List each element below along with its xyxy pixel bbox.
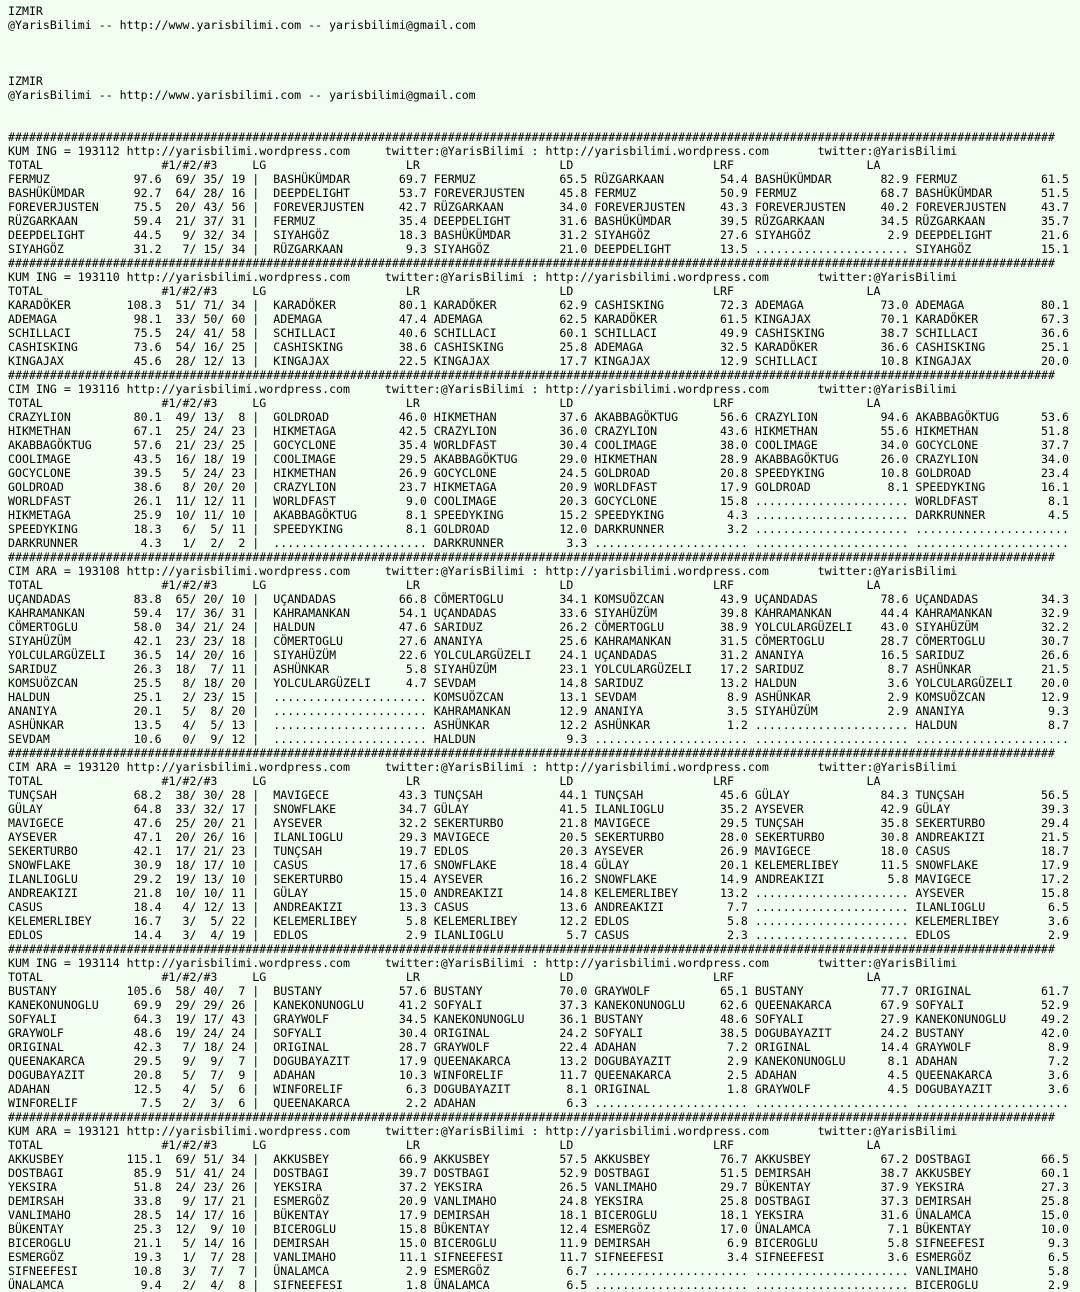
blank-line	[8, 46, 1080, 60]
table-row: CASUS 18.4 4/ 12/ 13 | ANDREAKIZI 13.3 CASUS 13.6 ANDREAKIZI 7.7 ...................... ILANLIOGLU 6.5	[8, 900, 1069, 914]
table-row: DEEPDELIGHT 44.5 9/ 32/ 34 | SIYAHGÖZ 18.3 BASHÜKÜMDAR 31.2 SIYAHGÖZ 27.6 SIYAHGÖZ 2.9 DEEPDELIGHT 21.6	[8, 228, 1069, 242]
column-header-row: TOTAL #1/#2/#3 LG LR LD LRF LA	[8, 284, 881, 298]
race-header: CIM ARA = 193120 http://yarisbilimi.wordpress.com twitter:@YarisBilimi : http://yarisbilimi.wordpress.com twitter:@YarisBilimi	[8, 760, 958, 774]
column-header-row: TOTAL #1/#2/#3 LG LR LD LRF LA	[8, 970, 881, 984]
table-row: ÜNALAMCA 9.4 2/ 4/ 8 | SIFNEEFESI 1.8 ÜNALAMCA 6.5 ...................... ...................... BICEROGLU 2.9	[8, 1278, 1069, 1292]
table-row: SIYAHÜZÜM 42.1 23/ 23/ 18 | CÖMERTOGLU 27.6 ANANIYA 25.6 KAHRAMANKAN 31.5 CÖMERTOGLU 28.7 CÖMERTOGLU 30.7	[8, 634, 1069, 648]
table-row: COOLIMAGE 43.5 16/ 18/ 19 | COOLIMAGE 29.5 AKABBAGÖKTUG 29.0 HIKMETHAN 28.9 AKABBAGÖKTUG 26.0 CRAZYLION 34.0	[8, 452, 1069, 466]
table-row: YOLCULARGÜZELI 36.5 14/ 20/ 16 | SIYAHÜZÜM 22.6 YOLCULARGÜZELI 24.1 UÇANDADAS 31.2 ANANIYA 16.5 SARIDUZ 26.6	[8, 648, 1069, 662]
table-row: ANDREAKIZI 21.8 10/ 10/ 11 | GÜLAY 15.0 ANDREAKIZI 14.8 KELEMERLIBEY 13.2 ...................... AYSEVER 15.8	[8, 886, 1069, 900]
table-row: GRAYWOLF 48.6 19/ 24/ 24 | SOFYALI 30.4 ORIGINAL 24.2 SOFYALI 38.5 DOGUBAYAZIT 24.2 BUSTANY 42.0	[8, 1026, 1069, 1040]
table-row: BICEROGLU 21.1 5/ 14/ 16 | DEMIRSAH 15.0 BICEROGLU 11.9 DEMIRSAH 6.9 BICEROGLU 5.8 SIFNEEFESI 9.3	[8, 1236, 1069, 1250]
section-divider: ######################################################################################################################################################	[8, 942, 1056, 956]
table-row: ADEMAGA 98.1 33/ 50/ 60 | ADEMAGA 47.4 ADEMAGA 62.5 KARADÖKER 61.5 KINGAJAX 70.1 KARADÖKER 67.3	[8, 312, 1069, 326]
table-row: DOSTBAGI 85.9 51/ 41/ 24 | DOSTBAGI 39.7 DOSTBAGI 52.9 DOSTBAGI 51.5 DEMIRSAH 38.7 AKKUSBEY 60.1	[8, 1166, 1069, 1180]
race-header: KUM ING = 193114 http://yarisbilimi.wordpress.com twitter:@YarisBilimi : http://yarisbilimi.wordpress.com twitter:@YarisBilimi	[8, 956, 958, 970]
table-row: SCHILLACI 75.5 24/ 41/ 58 | SCHILLACI 40.6 SCHILLACI 60.1 SCHILLACI 49.9 CASHISKING 38.7 SCHILLACI 36.6	[8, 326, 1069, 340]
table-row: WORLDFAST 26.1 11/ 12/ 11 | WORLDFAST 9.0 COOLIMAGE 20.3 GOCYCLONE 15.8 ...................... WORLDFAST 8.1	[8, 494, 1069, 508]
table-row: ESMERGÖZ 19.3 1/ 7/ 28 | VANLIMAHO 11.1 SIFNEEFESI 11.7 SIFNEEFESI 3.4 SIFNEEFESI 3.6 ESMERGÖZ 6.5	[8, 1250, 1069, 1264]
table-row: ANANIYA 20.1 5/ 8/ 20 | ...................... KAHRAMANKAN 12.9 ANANIYA 3.5 SIYAHÜZÜM 2.9 ANANIYA 9.3	[8, 704, 1069, 718]
table-row: BÜKENTAY 25.3 12/ 9/ 10 | BICEROGLU 15.8 BÜKENTAY 12.4 ESMERGÖZ 17.0 ÜNALAMCA 7.1 BÜKENTAY 10.0	[8, 1222, 1069, 1236]
table-row: ORIGINAL 42.3 7/ 18/ 24 | ORIGINAL 28.7 GRAYWOLF 22.4 ADAHAN 7.2 ORIGINAL 14.4 GRAYWOLF 8.9	[8, 1040, 1069, 1054]
contact-line: @YarisBilimi -- http://www.yarisbilimi.com -- yarisbilimi@gmail.com	[8, 88, 476, 102]
table-row: KARADÖKER 108.3 51/ 71/ 34 | KARADÖKER 80.1 KARADÖKER 62.9 CASHISKING 72.3 ADEMAGA 73.0 ADEMAGA 80.1	[8, 298, 1069, 312]
blank-line	[8, 60, 1080, 74]
table-row: CASHISKING 73.6 54/ 16/ 25 | CASHISKING 38.6 CASHISKING 25.8 ADEMAGA 32.5 KARADÖKER 36.6 CASHISKING 25.1	[8, 340, 1069, 354]
race-header: KUM ARA = 193121 http://yarisbilimi.wordpress.com twitter:@YarisBilimi : http://yarisbilimi.wordpress.com twitter:@YarisBilimi	[8, 1124, 958, 1138]
section-divider: ######################################################################################################################################################	[8, 256, 1056, 270]
table-row: SARIDUZ 26.3 18/ 7/ 11 | ASHÜNKAR 5.8 SIYAHÜZÜM 23.1 YOLCULARGÜZELI 17.2 SARIDUZ 8.7 ASHÜNKAR 21.5	[8, 662, 1069, 676]
table-row: ADAHAN 12.5 4/ 5/ 6 | WINFORELIF 6.3 DOGUBAYAZIT 8.1 ORIGINAL 1.8 GRAYWOLF 4.5 DOGUBAYAZIT 3.6	[8, 1082, 1069, 1096]
table-row: KINGAJAX 45.6 28/ 12/ 13 | KINGAJAX 22.5 KINGAJAX 17.7 KINGAJAX 12.9 SCHILLACI 10.8 KINGAJAX 20.0	[8, 354, 1069, 368]
race-header: CIM ARA = 193108 http://yarisbilimi.wordpress.com twitter:@YarisBilimi : http://yarisbilimi.wordpress.com twitter:@YarisBilimi	[8, 564, 958, 578]
section-divider: ######################################################################################################################################################	[8, 1110, 1056, 1124]
table-row: SPEEDYKING 18.3 6/ 5/ 11 | SPEEDYKING 8.1 GOLDROAD 12.0 DARKRUNNER 3.2 ...................... ......................	[8, 522, 1069, 536]
table-row: YEKSIRA 51.8 24/ 23/ 26 | YEKSIRA 37.2 YEKSIRA 26.5 VANLIMAHO 29.7 BÜKENTAY 37.9 YEKSIRA 27.3	[8, 1180, 1069, 1194]
table-row: SEVDAM 10.6 0/ 9/ 12 | ...................... HALDUN 9.3 ...................... ...................... ......................	[8, 732, 1069, 746]
city-title: IZMIR	[8, 4, 43, 18]
table-row: GOLDROAD 38.6 8/ 20/ 20 | CRAZYLION 23.7 HIKMETAGA 20.9 WORLDFAST 17.9 GOLDROAD 8.1 SPEEDYKING 16.1	[8, 480, 1069, 494]
table-row: TUNÇSAH 68.2 38/ 30/ 28 | MAVIGECE 43.3 TUNÇSAH 44.1 TUNÇSAH 45.6 GÜLAY 84.3 TUNÇSAH 56.5	[8, 788, 1069, 802]
column-header-row: TOTAL #1/#2/#3 LG LR LD LRF LA	[8, 1138, 881, 1152]
blank-line	[8, 102, 1080, 116]
table-row: SIYAHGÖZ 31.2 7/ 15/ 34 | RÜZGARKAAN 9.3 SIYAHGÖZ 21.0 DEEPDELIGHT 13.5 ...................... SIYAHGÖZ 15.1	[8, 242, 1069, 256]
section-divider: ######################################################################################################################################################	[8, 368, 1056, 382]
column-header-row: TOTAL #1/#2/#3 LG LR LD LRF LA	[8, 578, 881, 592]
table-row: VANLIMAHO 28.5 14/ 17/ 16 | BÜKENTAY 17.9 DEMIRSAH 18.1 BICEROGLU 18.1 YEKSIRA 31.6 ÜNALAMCA 15.0	[8, 1208, 1069, 1222]
table-row: MAVIGECE 47.6 25/ 20/ 21 | AYSEVER 32.2 SEKERTURBO 21.8 MAVIGECE 29.5 TUNÇSAH 35.8 SEKERTURBO 29.4	[8, 816, 1069, 830]
blank-line	[8, 116, 1080, 130]
race-header: KUM ING = 193112 http://yarisbilimi.wordpress.com twitter:@YarisBilimi : http://yarisbilimi.wordpress.com twitter:@YarisBilimi	[8, 144, 958, 158]
table-row: KAHRAMANKAN 59.4 17/ 36/ 31 | KAHRAMANKAN 54.1 UÇANDADAS 33.6 SIYAHÜZÜM 39.8 KAHRAMANKAN 44.4 KAHRAMANKAN 32.9	[8, 606, 1069, 620]
column-header-row: TOTAL #1/#2/#3 LG LR LD LRF LA	[8, 774, 881, 788]
table-row: CÖMERTOGLU 58.0 34/ 21/ 24 | HALDUN 47.6 SARIDUZ 26.2 CÖMERTOGLU 38.9 YOLCULARGÜZELI 43.0 SIYAHÜZÜM 32.2	[8, 620, 1069, 634]
table-row: WINFORELIF 7.5 2/ 3/ 6 | QUEENAKARCA 2.2 ADAHAN 6.3 ...................... ...................... ......................	[8, 1096, 1069, 1110]
table-row: SEKERTURBO 42.1 17/ 21/ 23 | TUNÇSAH 19.7 EDLOS 20.3 AYSEVER 26.9 MAVIGECE 18.0 CASUS 18.7	[8, 844, 1069, 858]
table-row: QUEENAKARCA 29.5 9/ 9/ 7 | DOGUBAYAZIT 17.9 QUEENAKARCA 13.2 DOGUBAYAZIT 2.9 KANEKONUNOGLU 8.1 ADAHAN 7.2	[8, 1054, 1069, 1068]
table-row: BUSTANY 105.6 58/ 40/ 7 | BUSTANY 57.6 BUSTANY 70.0 GRAYWOLF 65.1 BUSTANY 77.7 ORIGINAL 61.7	[8, 984, 1069, 998]
table-row: AKABBAGÖKTUG 57.6 21/ 23/ 25 | GOCYCLONE 35.4 WORLDFAST 30.4 COOLIMAGE 38.0 COOLIMAGE 34.0 GOCYCLONE 37.7	[8, 438, 1069, 452]
table-row: CRAZYLION 80.1 49/ 13/ 8 | GOLDROAD 46.0 HIKMETHAN 37.6 AKABBAGÖKTUG 56.6 CRAZYLION 94.6 AKABBAGÖKTUG 53.6	[8, 410, 1069, 424]
table-row: DARKRUNNER 4.3 1/ 2/ 2 | ...................... DARKRUNNER 3.3 ...................... ...................... ......................	[8, 536, 1069, 550]
table-row: HIKMETAGA 25.9 10/ 11/ 10 | AKABBAGÖKTUG 8.1 SPEEDYKING 15.2 SPEEDYKING 4.3 ...................... DARKRUNNER 4.5	[8, 508, 1069, 522]
race-header: CIM ING = 193116 http://yarisbilimi.wordpress.com twitter:@YarisBilimi : http://yarisbilimi.wordpress.com twitter:@YarisBilimi	[8, 382, 958, 396]
table-row: SOFYALI 64.3 19/ 17/ 43 | GRAYWOLF 34.5 KANEKONUNOGLU 36.1 BUSTANY 48.6 SOFYALI 27.9 KANEKONUNOGLU 49.2	[8, 1012, 1069, 1026]
section-divider: ######################################################################################################################################################	[8, 746, 1056, 760]
table-row: GOCYCLONE 39.5 5/ 24/ 23 | HIKMETHAN 26.9 GOCYCLONE 24.5 GOLDROAD 20.8 SPEEDYKING 10.8 GOLDROAD 23.4	[8, 466, 1069, 480]
table-row: AYSEVER 47.1 20/ 26/ 16 | ILANLIOGLU 29.3 MAVIGECE 20.5 SEKERTURBO 28.0 SEKERTURBO 30.8 ANDREAKIZI 21.5	[8, 830, 1069, 844]
table-row: UÇANDADAS 83.8 65/ 20/ 10 | UÇANDADAS 66.8 CÖMERTOGLU 34.1 KOMSUÖZCAN 43.9 UÇANDADAS 78.6 UÇANDADAS 34.3	[8, 592, 1069, 606]
table-row: FOREVERJUSTEN 75.5 20/ 43/ 56 | FOREVERJUSTEN 42.7 RÜZGARKAAN 34.0 FOREVERJUSTEN 43.3 FOREVERJUSTEN 40.2 FOREVERJUSTEN 43.7	[8, 200, 1069, 214]
table-row: RÜZGARKAAN 59.4 21/ 37/ 31 | FERMUZ 35.4 DEEPDELIGHT 31.6 BASHÜKÜMDAR 39.5 RÜZGARKAAN 34.5 RÜZGARKAAN 35.7	[8, 214, 1069, 228]
table-row: GÜLAY 64.8 33/ 32/ 17 | SNOWFLAKE 34.7 GÜLAY 41.5 ILANLIOGLU 35.2 AYSEVER 42.9 GÜLAY 39.3	[8, 802, 1069, 816]
column-header-row: TOTAL #1/#2/#3 LG LR LD LRF LA	[8, 396, 881, 410]
race-header: KUM ING = 193110 http://yarisbilimi.wordpress.com twitter:@YarisBilimi : http://yarisbilimi.wordpress.com twitter:@YarisBilimi	[8, 270, 958, 284]
section-divider: ######################################################################################################################################################	[8, 550, 1056, 564]
table-row: KOMSUÖZCAN 25.5 8/ 18/ 20 | YOLCULARGÜZELI 4.7 SEVDAM 14.8 SARIDUZ 13.2 HALDUN 3.6 YOLCULARGÜZELI 20.0	[8, 676, 1069, 690]
table-row: EDLOS 14.4 3/ 4/ 19 | EDLOS 2.9 ILANLIOGLU 5.7 CASUS 2.3 ...................... EDLOS 2.9	[8, 928, 1069, 942]
table-row: KELEMERLIBEY 16.7 3/ 5/ 22 | KELEMERLIBEY 5.8 KELEMERLIBEY 12.2 EDLOS 5.8 ...................... KELEMERLIBEY 3.6	[8, 914, 1069, 928]
blank-line	[8, 32, 1080, 46]
contact-line: @YarisBilimi -- http://www.yarisbilimi.com -- yarisbilimi@gmail.com	[8, 18, 476, 32]
table-row: HALDUN 25.1 2/ 23/ 15 | ...................... KOMSUÖZCAN 13.1 SEVDAM 8.9 ASHÜNKAR 2.9 KOMSUÖZCAN 12.9	[8, 690, 1069, 704]
table-row: ASHÜNKAR 13.5 4/ 5/ 13 | ...................... ASHÜNKAR 12.2 ASHÜNKAR 1.2 ...................... HALDUN 8.7	[8, 718, 1069, 732]
city-title: IZMIR	[8, 74, 43, 88]
table-row: DOGUBAYAZIT 20.8 5/ 7/ 9 | ADAHAN 10.3 WINFORELIF 11.7 QUEENAKARCA 2.5 ADAHAN 4.5 QUEENAKARCA 3.6	[8, 1068, 1069, 1082]
table-row: ILANLIOGLU 29.2 19/ 13/ 10 | SEKERTURBO 15.4 AYSEVER 16.2 SNOWFLAKE 14.9 ANDREAKIZI 5.8 MAVIGECE 17.2	[8, 872, 1069, 886]
table-row: DEMIRSAH 33.8 9/ 17/ 21 | ESMERGÖZ 20.9 VANLIMAHO 24.8 YEKSIRA 25.8 DOSTBAGI 37.3 DEMIRSAH 25.8	[8, 1194, 1069, 1208]
table-row: AKKUSBEY 115.1 69/ 51/ 34 | AKKUSBEY 66.9 AKKUSBEY 57.5 AKKUSBEY 76.7 AKKUSBEY 67.2 DOSTBAGI 66.5	[8, 1152, 1069, 1166]
table-row: FERMUZ 97.6 69/ 35/ 19 | BASHÜKÜMDAR 69.7 FERMUZ 65.5 RÜZGARKAAN 54.4 BASHÜKÜMDAR 82.9 FERMUZ 61.5	[8, 172, 1069, 186]
section-divider: ######################################################################################################################################################	[8, 130, 1056, 144]
table-row: BASHÜKÜMDAR 92.7 64/ 28/ 16 | DEEPDELIGHT 53.7 FOREVERJUSTEN 45.8 FERMUZ 50.9 FERMUZ 68.7 BASHÜKÜMDAR 51.5	[8, 186, 1069, 200]
column-header-row: TOTAL #1/#2/#3 LG LR LD LRF LA	[8, 158, 881, 172]
table-row: KANEKONUNOGLU 69.9 29/ 29/ 26 | KANEKONUNOGLU 41.2 SOFYALI 37.3 KANEKONUNOGLU 62.6 QUEENAKARCA 67.9 SOFYALI 52.9	[8, 998, 1069, 1012]
table-row: HIKMETHAN 67.1 25/ 24/ 23 | HIKMETAGA 42.5 CRAZYLION 36.0 CRAZYLION 43.6 HIKMETHAN 55.6 HIKMETHAN 51.8	[8, 424, 1069, 438]
table-row: SNOWFLAKE 30.9 18/ 17/ 10 | CASUS 17.6 SNOWFLAKE 18.4 GÜLAY 20.1 KELEMERLIBEY 11.5 SNOWFLAKE 17.9	[8, 858, 1069, 872]
table-row: SIFNEEFESI 10.8 3/ 7/ 7 | ÜNALAMCA 2.9 ESMERGÖZ 6.7 ...................... ...................... VANLIMAHO 5.8	[8, 1264, 1069, 1278]
